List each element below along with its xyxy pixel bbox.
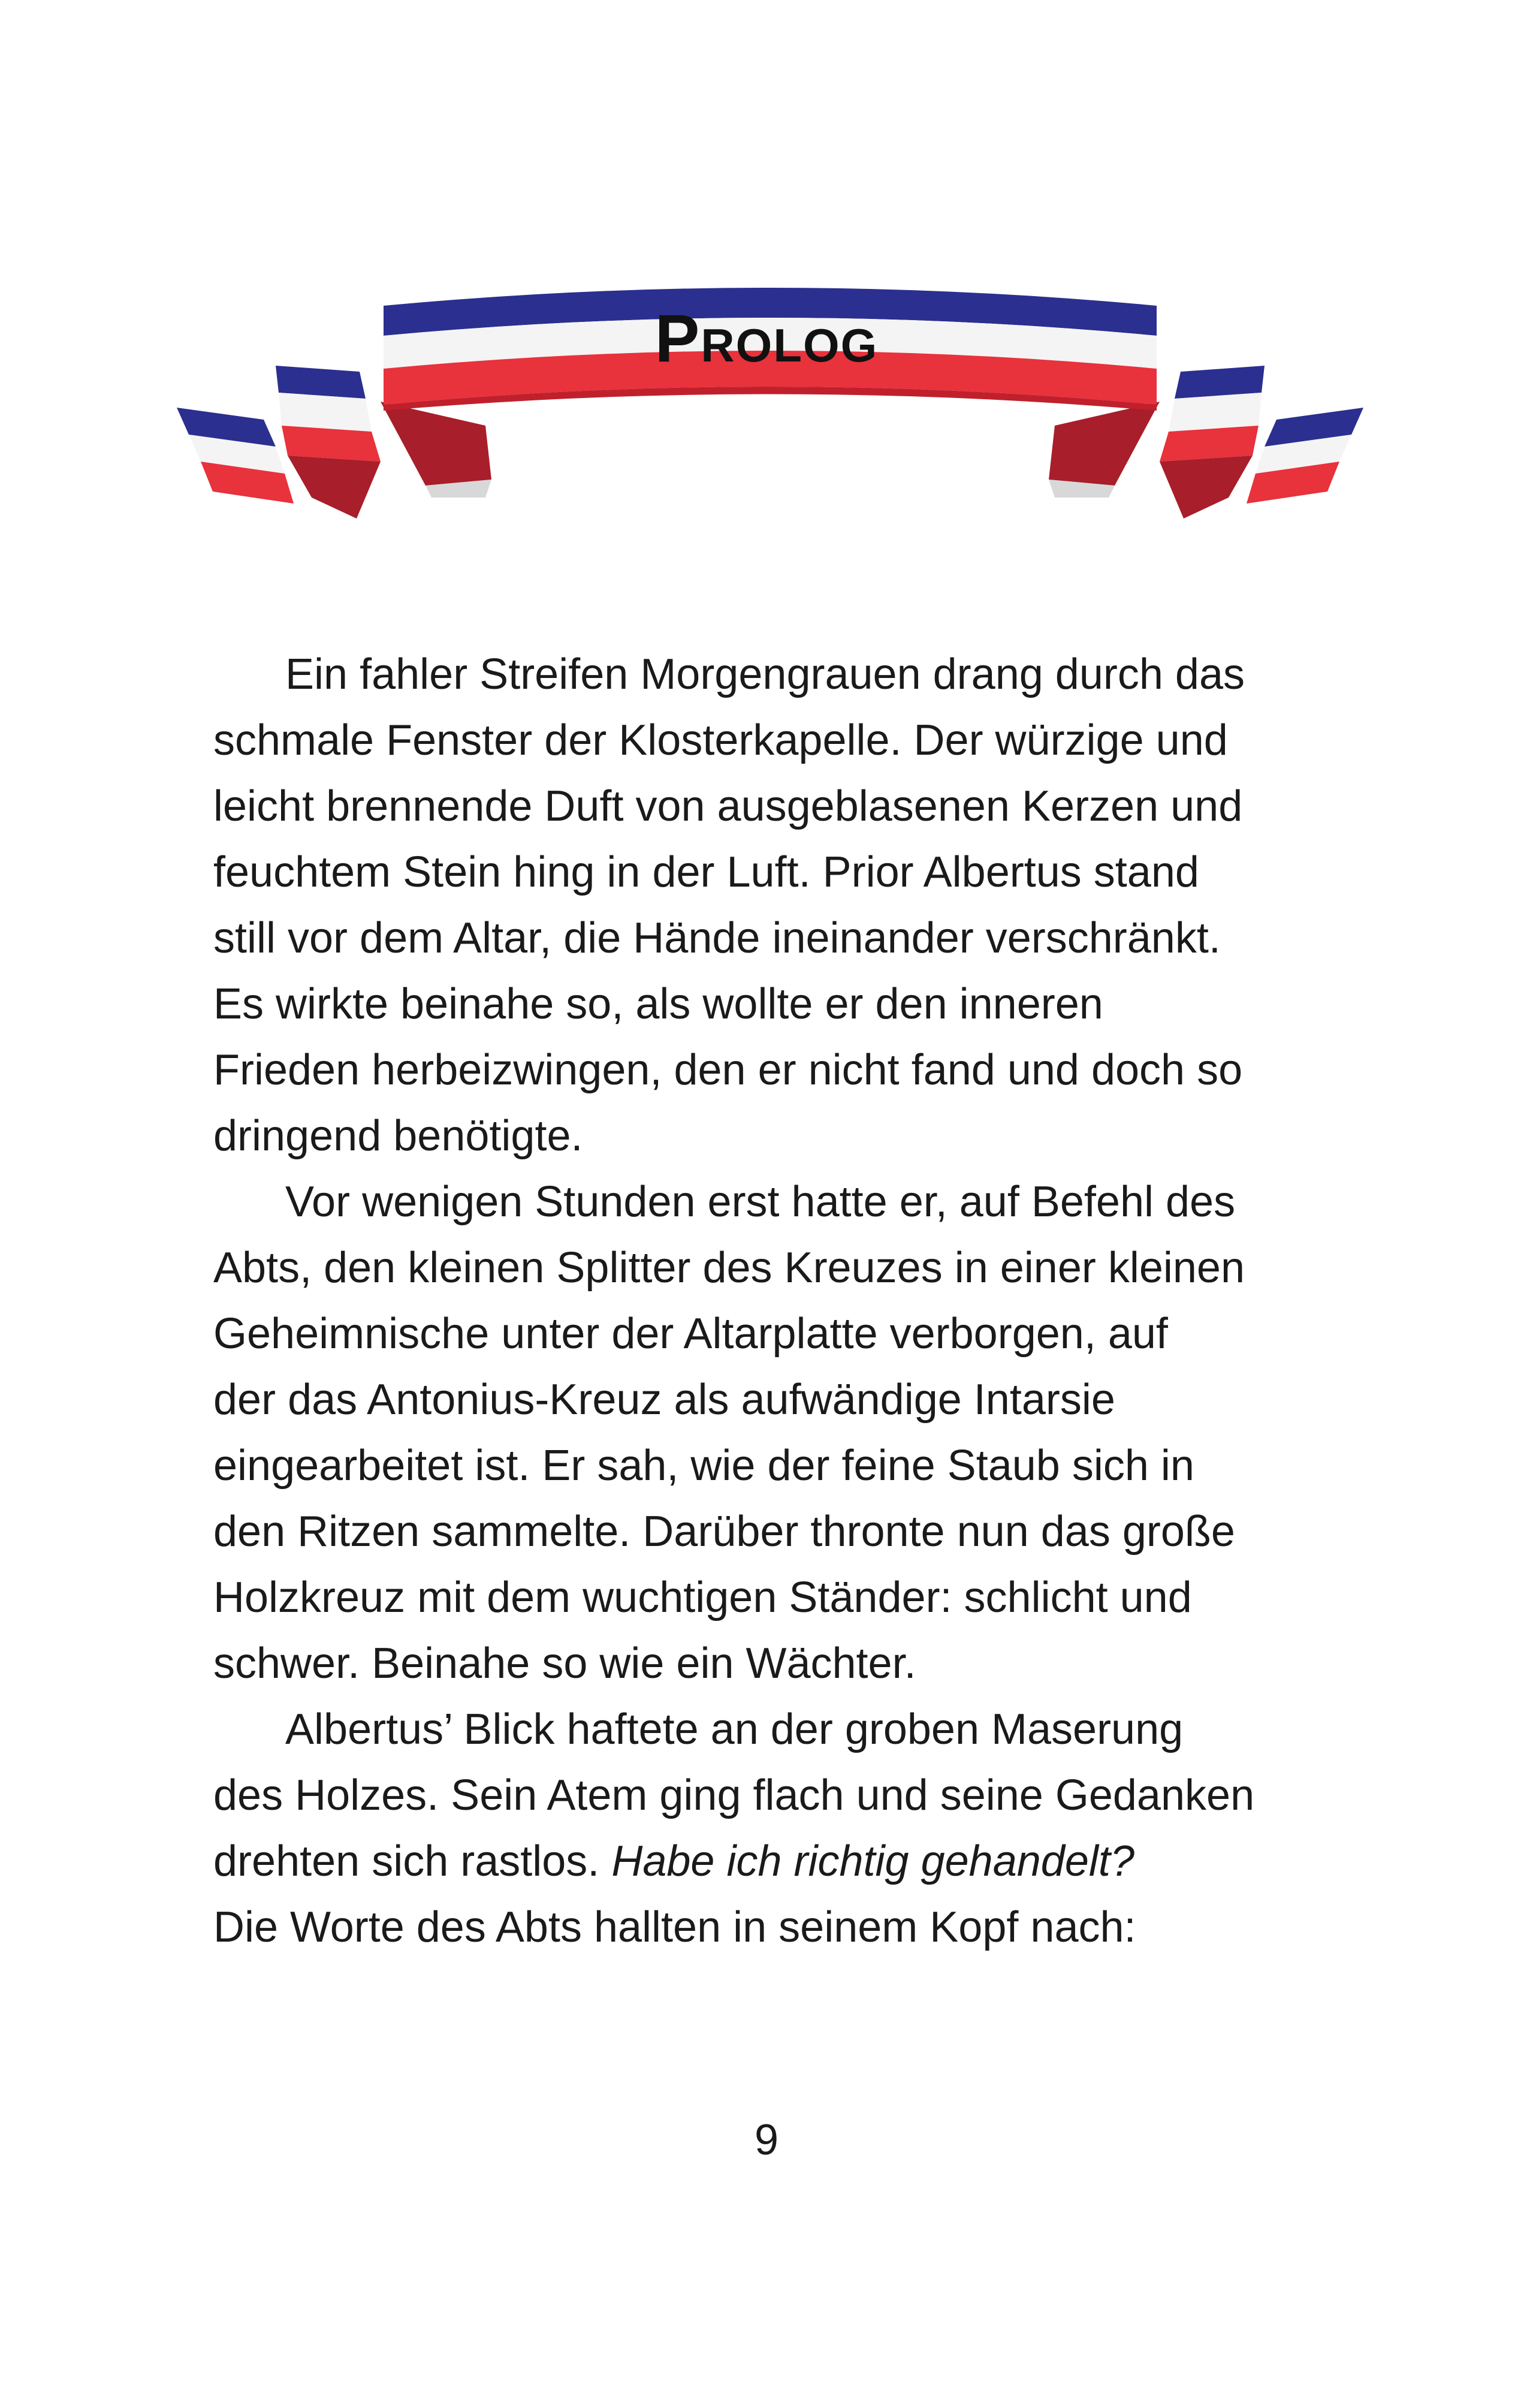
text-line: Geheimnische unter der Altarplatte verborgen, auf: [213, 1310, 1168, 1358]
italic-thought: Habe ich richtig gehandelt?: [611, 1837, 1134, 1885]
text-line: Holzkreuz mit dem wuchtigen Ständer: schlicht und: [213, 1574, 1192, 1622]
text-line: Ein fahler Streifen Morgengrauen drang durch das: [285, 650, 1245, 698]
text-line: Albertus’ Blick haftete an der groben Maserung: [285, 1705, 1184, 1753]
text-line: dringend benötigte.: [213, 1112, 583, 1160]
text-line: eingearbeitet ist. Er sah, wie der feine Staub sich in: [213, 1442, 1194, 1490]
text-line: schwer. Beinahe so wie ein Wächter.: [213, 1640, 916, 1687]
text-line: schmale Fenster der Klosterkapelle. Der würzige und: [213, 716, 1228, 764]
ribbon-left-tail: [177, 408, 294, 504]
text-line: Vor wenigen Stunden erst hatte er, auf Befehl des: [285, 1178, 1236, 1226]
text-line: den Ritzen sammelte. Darüber thronte nun das große: [213, 1508, 1235, 1556]
text-line: Es wirkte beinahe so, als wollte er den inneren: [213, 980, 1103, 1028]
text-line: Abts, den kleinen Splitter des Kreuzes in einer kleinen: [213, 1244, 1245, 1292]
paragraph-3: [213, 1696, 1340, 1960]
text-line: feuchtem Stein hing in der Luft. Prior Albertus stand: [213, 848, 1199, 896]
text-line: des Holzes. Sein Atem ging flach und seine Gedanken: [213, 1771, 1255, 1819]
text-line: still vor dem Altar, die Hände ineinander verschränkt.: [213, 914, 1221, 962]
text-segment: drehten sich rastlos.: [213, 1837, 600, 1885]
paragraph-2: [213, 1169, 1340, 1696]
page-number: 9: [754, 2116, 779, 2164]
text-line: Die Worte des Abts hallten in seinem Kopf nach:: [213, 1903, 1136, 1951]
body-text: [213, 641, 1340, 1960]
paragraph-1: [213, 641, 1340, 1169]
ribbon-right-tail: [1247, 408, 1363, 504]
text-line: der das Antonius-Kreuz als aufwändige Intarsie: [213, 1376, 1115, 1424]
chapter-title: Prolog: [654, 301, 879, 376]
text-line: leicht brennende Duft von ausgeblasenen Kerzen und: [213, 782, 1243, 830]
text-line-with-italic: [213, 1828, 1340, 1894]
text-line: Frieden herbeizwingen, den er nicht fand und doch so: [213, 1046, 1243, 1094]
